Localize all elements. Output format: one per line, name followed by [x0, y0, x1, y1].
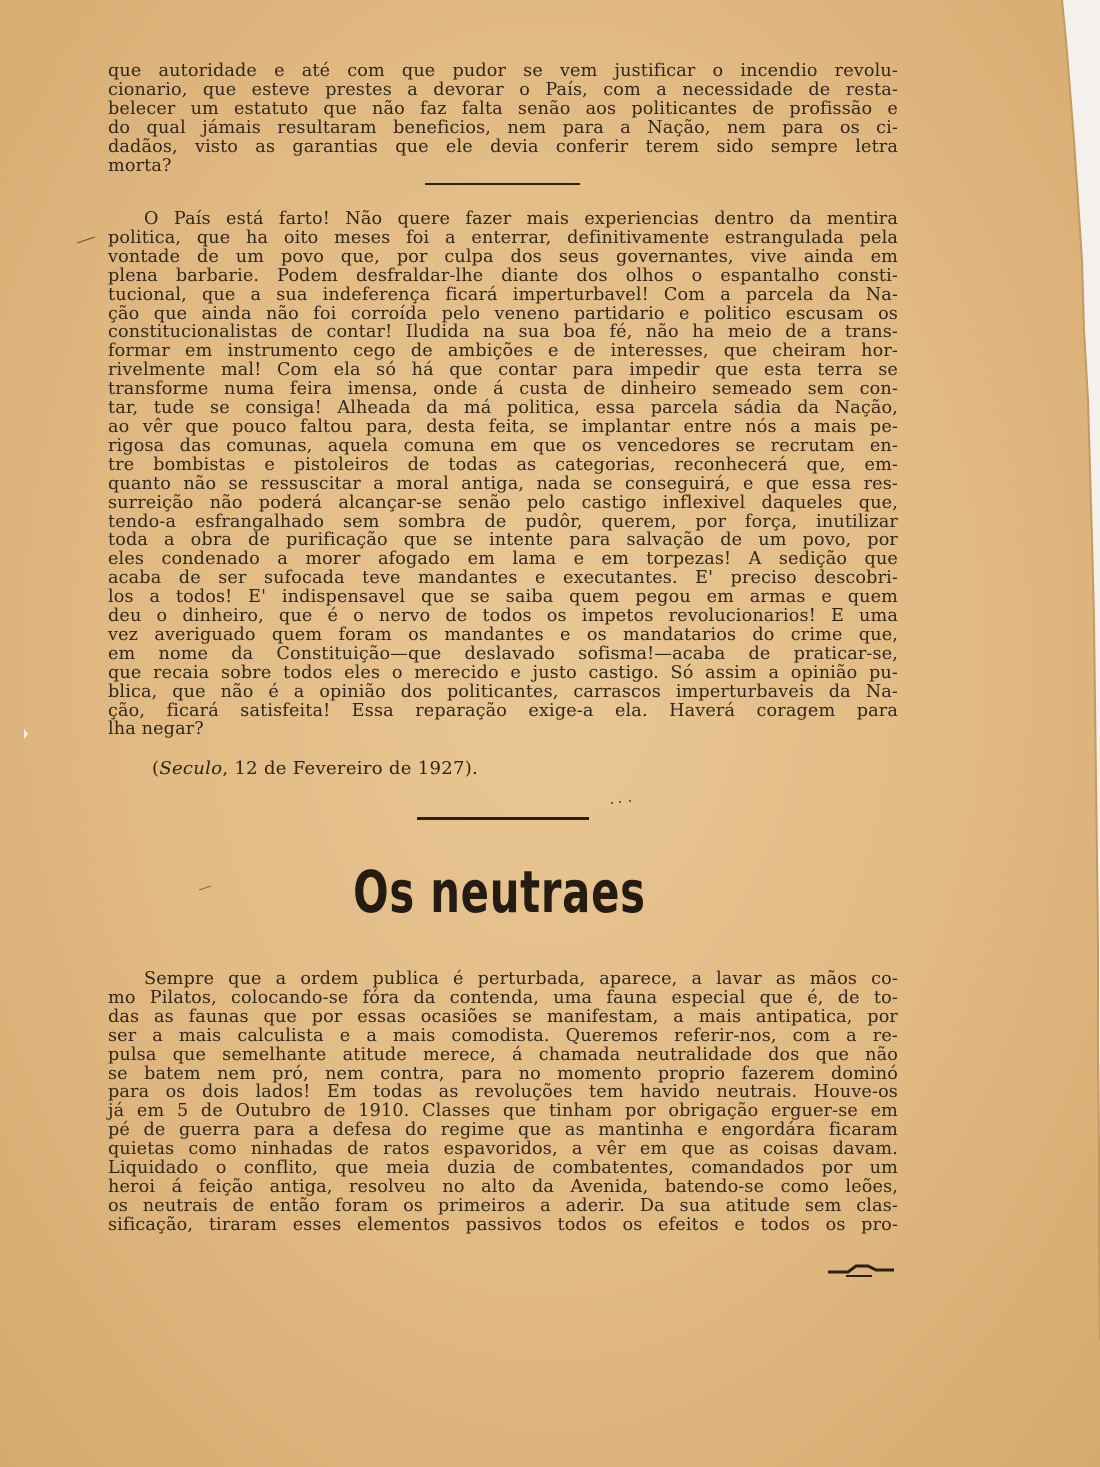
- paragraph-text: [108, 970, 898, 1235]
- text-line: dadãos, visto as garantias que ele devia conferir terem sido sempre letra: [108, 136, 898, 157]
- text-line: constitucionalistas de contar! Iludida na sua boa fé, não ha meio de a trans-: [108, 322, 898, 343]
- text-line: em nome da Constituição—que deslavado sofisma!—acaba de praticar-se,: [108, 643, 898, 664]
- text-line: Liquidado o conflito, que meia duzia de combatentes, comandados por um: [108, 1158, 898, 1179]
- text-line: ção, ficará satisfeita! Essa reparação exige-a ela. Haverá coragem para: [108, 700, 898, 721]
- text-line: que autoridade e até com que pudor se vem justificar o incendio revolu-: [108, 61, 898, 81]
- text-line: do qual jámais resultaram beneficios, nem para a Nação, nem para os ci-: [108, 117, 898, 138]
- text-line: que recaia sobre todos eles o merecido e justo castigo. Só assim a opinião pu-: [108, 662, 898, 683]
- text-line: mo Pilatos, colocando-se fóra da contenda, uma fauna especial que é, de to-: [108, 987, 898, 1008]
- paper-speck: [22, 728, 30, 740]
- text-line: Sempre que a ordem publica é perturbada, aparece, a lavar as mãos co-: [144, 969, 898, 989]
- text-line: vontade de um povo que, por culpa dos seus governantes, vive ainda em: [108, 246, 898, 267]
- paragraph-continued: [108, 62, 898, 175]
- text-line: surreição não poderá alcançar-se senão pelo castigo inflexivel daqueles que,: [108, 492, 898, 513]
- section-title: Os neutraes: [353, 858, 646, 926]
- text-line: deu o dinheiro, que é o nervo de todos os impetos revolucionarios! E uma: [108, 606, 898, 627]
- text-line: cionario, que esteve prestes a devorar o País, com a necessidade de resta-: [108, 79, 898, 100]
- paragraph-text: [108, 62, 898, 175]
- text-line: ao vêr que pouco faltou para, desta feita, se implantar entre nós a mais pe-: [108, 416, 898, 437]
- section-separator-rule: [417, 817, 589, 820]
- dateline-open-paren: (: [152, 758, 160, 779]
- text-line: belecer um estatuto que não faz falta senão aos politicantes de profissão e: [108, 98, 898, 119]
- text-line: pulsa que semelhante atitude merece, á chamada neutralidade dos que não: [108, 1044, 898, 1065]
- newspaper-name: Seculo: [159, 758, 223, 779]
- source-dateline: [152, 758, 478, 779]
- text-line: tre bombistas e pistoleiros de todas as categorias, reconhecerá que, em-: [108, 454, 898, 475]
- paper-speck: [76, 236, 96, 244]
- text-line: ser a mais calculista e a mais comodista. Queremos referir-nos, com a re-: [108, 1025, 898, 1046]
- text-line: das as faunas que por essas ocasiões se manifestam, a mais antipatica, por: [108, 1006, 898, 1027]
- text-line: morta?: [108, 155, 172, 176]
- text-line: acaba de ser sufocada teve mandantes e executantes. E' preciso descobri-: [108, 568, 898, 589]
- section-paragraph: [108, 970, 898, 1235]
- torn-page-edge: [970, 0, 1100, 1467]
- text-line: quietas como ninhadas de ratos espavoridos, a vêr em que as coisas davam.: [108, 1139, 898, 1160]
- text-line: O País está farto! Não quere fazer mais experiencias dentro da mentira: [144, 209, 898, 229]
- text-line: eles condenado a morer afogado em lama e em torpezas! A sedição que: [108, 549, 898, 570]
- paper-speck: [198, 884, 212, 892]
- text-line: heroi á feição antiga, resolveu no alto da Avenida, batendo-se como leões,: [108, 1176, 898, 1197]
- text-line: lha negar?: [108, 719, 204, 740]
- text-line: toda a obra de purificação que se intente para salvação de um povo, por: [108, 530, 898, 551]
- text-line: plena barbarie. Podem desfraldar-lhe diante dos olhos o espantalho consti-: [108, 265, 898, 286]
- text-line: pé de guerra para a defesa do regime que as mantinha e engordára ficaram: [108, 1120, 898, 1141]
- text-line: ção que ainda não foi corroída pelo veneno partidario e politico escusam os: [108, 303, 898, 324]
- text-line: rivelmente mal! Com ela só há que contar para impedir que esta terra se: [108, 360, 898, 381]
- text-line: para os dois lados! Em todas as revoluções tem havido neutrais. Houve-os: [108, 1082, 898, 1103]
- text-line: vez averiguado quem foram os mandantes e os mandatarios do crime que,: [108, 624, 898, 645]
- text-line: rigosa das comunas, aquela comuna em que os vencedores se recrutam en-: [108, 435, 898, 456]
- text-line: blica, que não é a opinião dos politicantes, carrascos imperturbaveis da Na-: [108, 681, 898, 702]
- text-line: politica, que ha oito meses foi a enterrar, definitivamente estrangulada pela: [108, 227, 898, 248]
- text-line: quanto não se ressuscitar a moral antiga, nada se conseguirá, e que essa res-: [108, 473, 898, 494]
- text-line: já em 5 de Outubro de 1910. Classes que tinham por obrigação erguer-se em: [108, 1101, 898, 1122]
- text-line: tar, tude se consiga! Alheada da má politica, essa parcela sádia da Nação,: [108, 398, 898, 419]
- text-line: formar em instrumento cego de ambições e de interesses, que cheiram hor-: [108, 341, 898, 362]
- text-line: sificação, tiraram esses elementos passivos todos os efeitos e todos os pro-: [108, 1214, 898, 1235]
- paragraph-text: [108, 210, 898, 739]
- text-line: tucional, que a sua indeferença ficará imperturbavel! Com a parcela da Na-: [108, 284, 898, 305]
- paragraph-main: [108, 210, 898, 739]
- text-line: los a todos! E' indispensavel que se saiba quem pegou em armas e quem: [108, 587, 898, 608]
- text-line: os neutrais de então foram os primeiros a aderir. Da sua atitude sem clas-: [108, 1195, 898, 1216]
- paper-speck: [608, 798, 638, 806]
- dateline-date: , 12 de Fevereiro de 1927).: [222, 758, 479, 779]
- text-line: transforme numa feira imensa, onde á custa de dinheiro semeado sem con-: [108, 379, 898, 400]
- page-end-mark-icon: [826, 1258, 896, 1280]
- separator-rule: [425, 183, 580, 185]
- text-line: tendo-a esfrangalhado sem sombra de pudôr, querem, por força, inutilizar: [108, 511, 898, 532]
- text-line: se batem nem pró, nem contra, para no momento proprio fazerem dominó: [108, 1063, 898, 1084]
